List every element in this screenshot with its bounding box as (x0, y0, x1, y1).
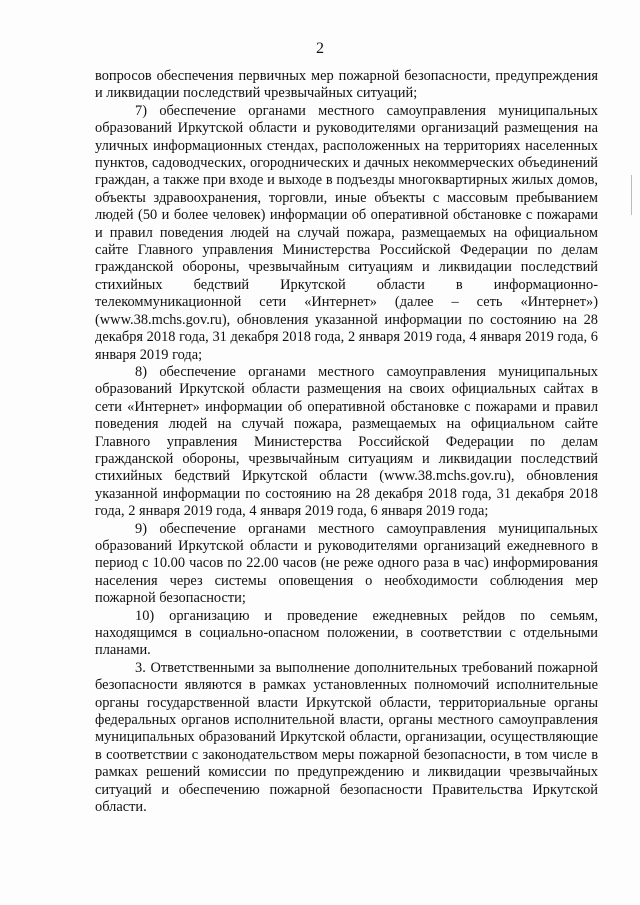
paragraph-item-7: 7) обеспечение органами местного самоуправления муниципальных образований Иркутской области и руководителями организаций размещения на уличных информационных стендах, расположенных на территориях населенных пунктов, садоводческих, огороднических и дачных некоммерческих объединений граждан, а также при входе и выходе в подъезды многоквартирных жилых домов, объекты здравоохранения, торговли, иные объекты с массовым пребыванием людей (50 и более человек) информации об оперативной обстановке с пожарами и правил поведения людей на случай пожара, размещаемых на официальном сайте Главного управления Министерства Российской Федерации по делам гражданской обороны, чрезвычайным ситуациям и ликвидации последствий стихийных бедствий Иркутской области в информационно-телекоммуникационной сети «Интернет» (далее – сеть «Интернет») (www.38.mchs.gov.ru), обновления указанной информации по состоянию на 28 декабря 2018 года, 31 декабря 2018 года, 2 января 2019 года, 4 января 2019 года, 6 января 2019 года; (95, 102, 598, 363)
paragraph-section-3: 3. Ответственными за выполнение дополнительных требований пожарной безопасности являются в рамках установленных полномочий исполнительные органы государственной власти Иркутской области, территориальные органы федеральных органов исполнительной власти, органы местного самоуправления муниципальных образований Иркутской области, организации, осуществляющие в соответствии с законодательством меры пожарной безопасности, в том числе в рамках решений комиссии по предупреждению и ликвидации чрезвычайных ситуаций и обеспечению пожарной безопасности Правительства Иркутской области. (95, 659, 598, 816)
page-number: 2 (316, 40, 324, 57)
paragraph-item-10: 10) организацию и проведение ежедневных рейдов по семьям, находящимся в социально-опасном положении, в соответствии с отдельными планами. (95, 607, 598, 659)
paragraph-item-9: 9) обеспечение органами местного самоуправления муниципальных образований Иркутской области и руководителями организаций ежедневного в период с 10.00 часов по 22.00 часов (не реже одного раза в час) информирования населения через системы оповещения о необходимости соблюдения мер пожарной безопасности; (95, 520, 598, 607)
scan-edge-mark (631, 175, 632, 215)
document-body (95, 68, 598, 816)
paragraph-continuation: вопросов обеспечения первичных мер пожарной безопасности, предупреждения и ликвидации последствий чрезвычайных ситуаций; (95, 68, 598, 102)
paragraph-item-8: 8) обеспечение органами местного самоуправления муниципальных образований Иркутской области размещения на своих официальных сайтах в сети «Интернет» информации об оперативной обстановке с пожарами и правил поведения людей на случай пожара, размещаемых на официальном сайте Главного управления Министерства Российской Федерации по делам гражданской обороны, чрезвычайным ситуациям и ликвидации последствий стихийных бедствий Иркутской области (www.38.mchs.gov.ru), обновления указанной информации по состоянию на 28 декабря 2018 года, 31 декабря 2018 года, 2 января 2019 года, 4 января 2019 года, 6 января 2019 года; (95, 363, 598, 520)
